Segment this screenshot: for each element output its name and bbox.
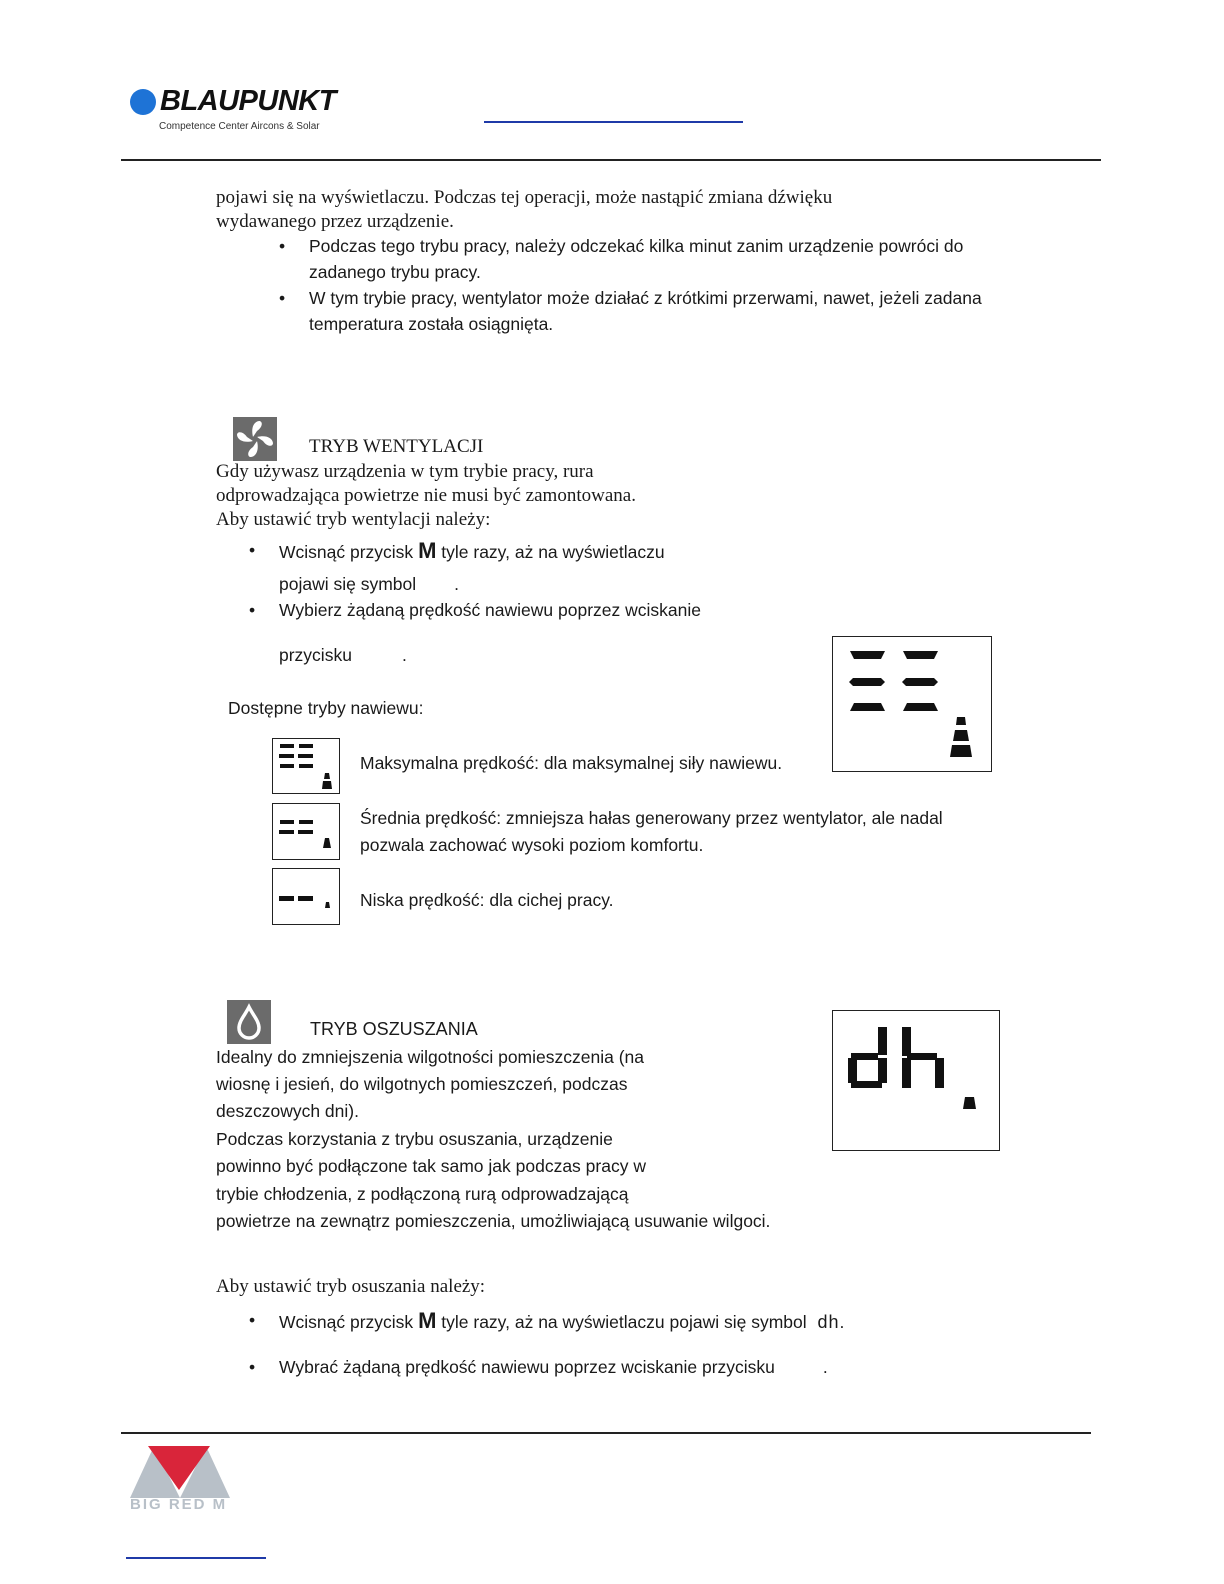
speeds-heading: Dostępne tryby nawiewu:	[228, 698, 424, 718]
fan-mode-line-1: Gdy używasz urządzenia w tym trybie pracy, rura	[216, 461, 594, 482]
footer-link-underline[interactable]	[126, 1557, 266, 1559]
dry-step-2-end: .	[822, 1357, 828, 1377]
blaupunkt-logo	[128, 86, 368, 136]
dry-setup-heading: Aby ustawić tryb osuszania należy:	[216, 1276, 486, 1297]
speed-max-icon	[272, 738, 340, 794]
dry-para-6: trybie chłodzenia, z podłączoną rurą odprowadzającą	[216, 1184, 629, 1204]
fan-mode-line-3: Aby ustawić tryb wentylacji należy:	[216, 509, 491, 530]
dry-step-1-end: .	[839, 1312, 845, 1332]
speed-low-label: Niska prędkość: dla cichej pracy.	[360, 890, 614, 910]
header-link-underline[interactable]	[484, 121, 743, 123]
big-red-m-logo	[128, 1444, 232, 1520]
dry-para-7: powietrze na zewnątrz pomieszczenia, umożliwiającą usuwanie wilgoci.	[216, 1211, 771, 1231]
dry-para-3: deszczowych dni).	[216, 1101, 359, 1121]
footer-divider	[121, 1432, 1091, 1434]
fan-step-1	[279, 537, 665, 566]
dry-para-4: Podczas korzystania z trybu osuszania, urządzenie	[216, 1129, 613, 1149]
brand-tagline: Competence Center Aircons & Solar	[159, 121, 320, 132]
dry-step-1-pre: Wcisnąć przycisk	[279, 1312, 414, 1332]
speed-mid-icon	[272, 803, 340, 860]
dry-mode-title: TRYB OSZUSZANIA	[310, 1019, 478, 1039]
dry-step-1-post: tyle razy, aż na wyświetlaczu pojawi się symbol	[441, 1312, 807, 1332]
dry-para-2: wiosnę i jesień, do wilgotnych pomieszczeń, podczas	[216, 1074, 628, 1094]
header-divider	[121, 159, 1101, 161]
dry-mode-icon	[227, 1000, 271, 1044]
intro-line-2: wydawanego przez urządzenie.	[216, 211, 454, 232]
fan-step-1-line2	[279, 571, 459, 598]
dh-display	[832, 1010, 1000, 1151]
fan-mode-line-2: odprowadzająca powietrze nie musi być zamontowana.	[216, 485, 636, 506]
speed-max-label: Maksymalna prędkość: dla maksymalnej siły nawiewu.	[360, 753, 783, 773]
fan-step-1-post: tyle razy, aż na wyświetlaczu	[441, 542, 665, 562]
intro-bullet-1: • Podczas tego trybu pracy, należy odczekać kilka minut zanim urządzenie powróci do zadanego trybu pracy.	[309, 233, 1009, 285]
blaupunkt-dot-icon	[130, 89, 156, 115]
fan-mode-icon	[233, 417, 277, 461]
dry-para-1: Idealny do zmniejszenia wilgotności pomieszczenia (na	[216, 1047, 644, 1067]
speed-mid-label: Średnia prędkość: zmniejsza hałas generowany przez wentylator, ale nadal pozwala zachować wysoki poziom komfortu.	[360, 808, 943, 855]
dh-symbol: dh	[817, 1312, 840, 1332]
speed-low-icon	[272, 868, 340, 925]
big-red-m-text: BIG RED M	[130, 1496, 228, 1513]
brand-name: BLAUPUNKT	[160, 85, 336, 117]
m-key-label: M	[418, 538, 437, 563]
intro-bullet-2: • W tym trybie pracy, wentylator może działać z krótkimi przerwami, nawet, jeżeli zadana temperatura została osiągnięta.	[309, 285, 1009, 337]
fan-step-1-pre: Wcisnąć przycisk	[279, 542, 414, 562]
fan-mode-title: TRYB WENTYLACJI	[309, 436, 484, 457]
dry-step-1	[279, 1307, 844, 1336]
fan-step-1-end: .	[454, 574, 460, 594]
dry-step-2-text: Wybrać żądaną prędkość nawiewu poprzez wciskanie przycisku	[279, 1357, 775, 1377]
fan-step-2: • Wybierz żądaną prędkość nawiewu poprzez wciskanie	[279, 597, 701, 624]
intro-line-1: pojawi się na wyświetlaczu. Podczas tej operacji, może nastąpić zmiana dźwięku	[216, 187, 833, 208]
fan-step-2-end: .	[401, 645, 407, 665]
fan-step-1-line2-text: pojawi się symbol	[279, 574, 417, 594]
dry-para-5: powinno być podłączone tak samo jak podczas pracy w	[216, 1156, 646, 1176]
dry-step-2	[279, 1354, 828, 1381]
fan-step-2-line2	[279, 642, 407, 669]
fan-step-2-line2-text: przycisku	[279, 645, 352, 665]
speed-display-large	[832, 636, 992, 772]
m-key-label-2: M	[418, 1308, 437, 1333]
